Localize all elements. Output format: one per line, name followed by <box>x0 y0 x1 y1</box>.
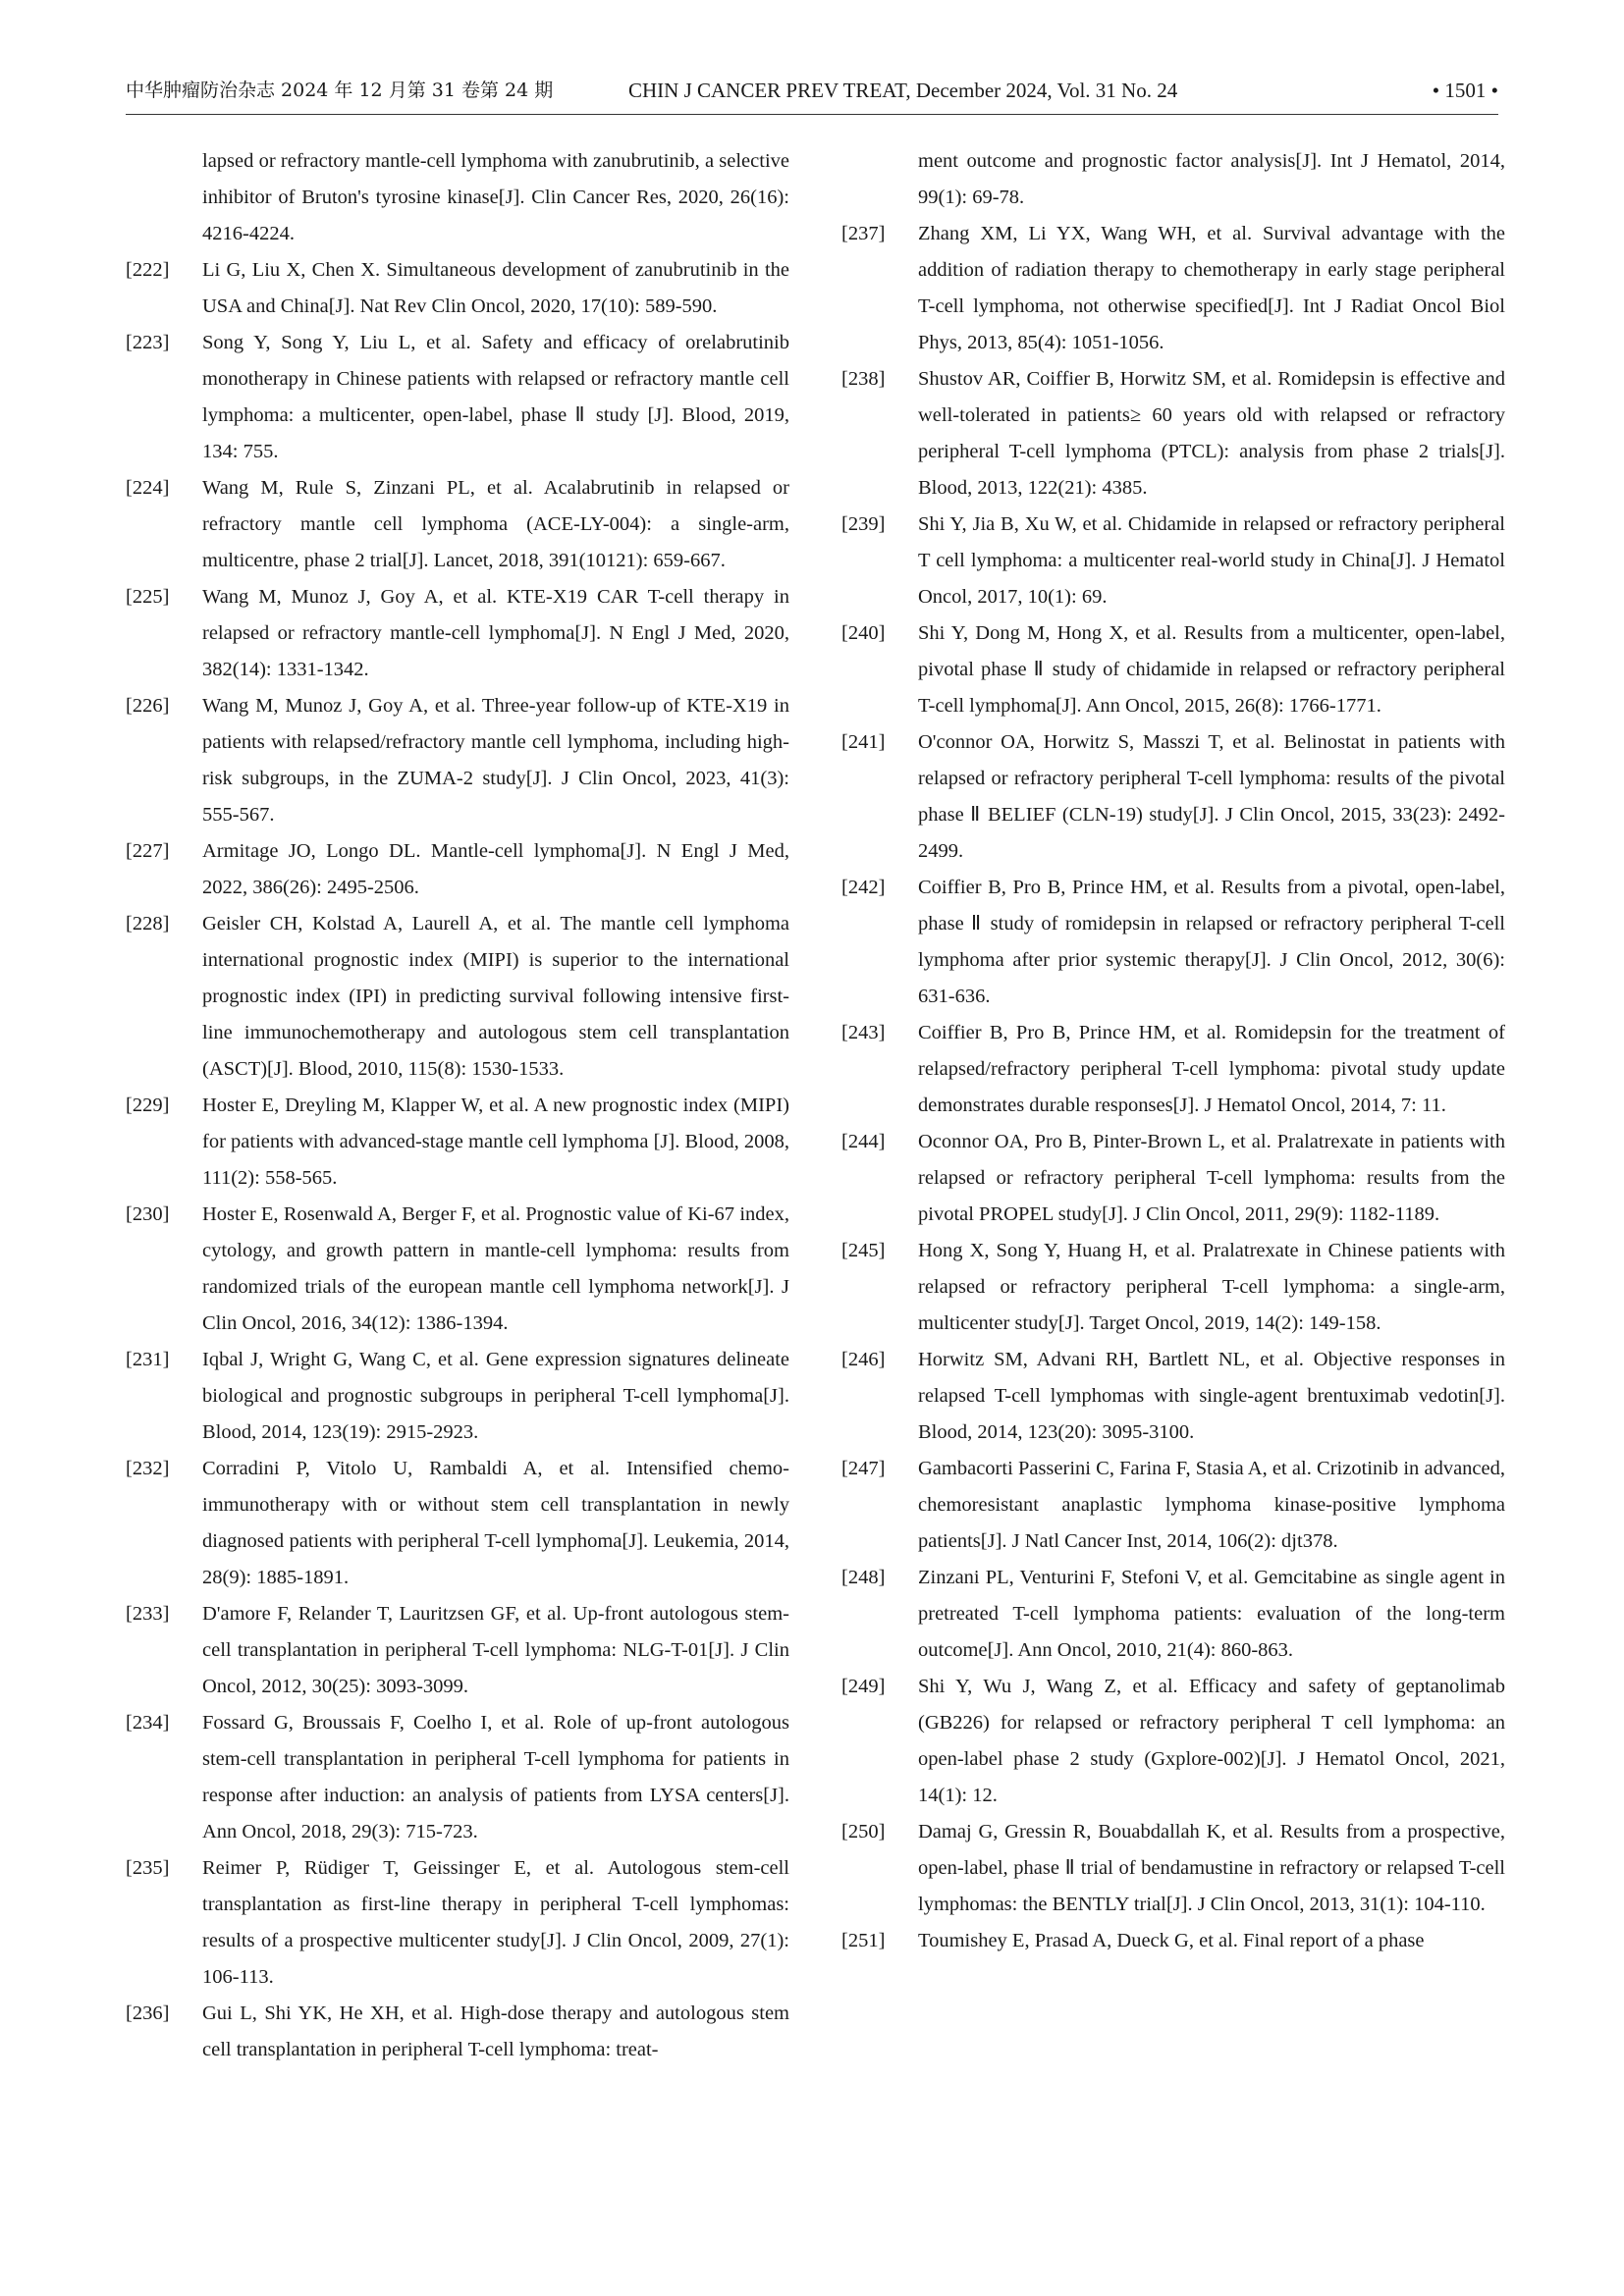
right-column <box>841 143 1505 1959</box>
left-column <box>126 143 789 2068</box>
reference-item <box>841 1560 1505 1669</box>
reference-item <box>126 470 789 579</box>
reference-item <box>841 1451 1505 1560</box>
reference-item <box>841 1342 1505 1451</box>
reference-item <box>126 833 789 906</box>
reference-item <box>126 252 789 325</box>
reference-item <box>126 1451 789 1596</box>
reference-number: [251] <box>841 1930 886 1951</box>
reference-text: Shi Y, Dong M, Hong X, et al. Results from a multicenter, open-label, pivotal phase Ⅱ study of chidamide in relapsed or refractory peripheral T-cell lymphoma[J]. Ann Oncol, 2015, 26(8): 1766-1771. <box>918 622 1505 717</box>
journal-title-cn: 中华肿瘤防治杂志 2024 年 12 月第 31 卷第 24 期 <box>126 80 554 101</box>
reference-continuation: lapsed or refractory mantle-cell lymphoma with zanubrutinib, a selective inhibitor of Bruton's tyrosine kinase[J]. Clin Cancer Res, 2020, 26(16): 4216-4224. <box>202 150 789 244</box>
reference-number: [248] <box>841 1567 886 1588</box>
reference-number: [226] <box>126 695 170 717</box>
reference-number: [244] <box>841 1131 886 1152</box>
reference-item <box>841 361 1505 507</box>
reference-number: [222] <box>126 259 170 281</box>
reference-text: Iqbal J, Wright G, Wang C, et al. Gene expression signatures delineate biological and prognostic subgroups in peripheral T-cell lymphoma[J]. Blood, 2014, 123(19): 2915-2923. <box>202 1349 789 1443</box>
reference-number: [237] <box>841 223 886 244</box>
reference-text: Zinzani PL, Venturini F, Stefoni V, et al. Gemcitabine as single agent in pretreated T-cell lymphoma patients: evaluation of the long-term outcome[J]. Ann Oncol, 2010, 21(4): 860-863. <box>918 1567 1505 1661</box>
reference-number: [241] <box>841 731 886 753</box>
reference-number: [223] <box>126 332 170 353</box>
reference-number: [242] <box>841 877 886 898</box>
reference-number: [225] <box>126 586 170 608</box>
reference-item <box>126 579 789 688</box>
reference-text: Li G, Liu X, Chen X. Simultaneous development of zanubrutinib in the USA and China[J]. Nat Rev Clin Oncol, 2020, 17(10): 589-590. <box>202 259 789 317</box>
reference-text: Corradini P, Vitolo U, Rambaldi A, et al. Intensified chemo-immunotherapy with or without stem cell transplantation in newly diagnosed patients with peripheral T-cell lymphoma[J]. Leukemia, 2014, 28(9): 1885-1891. <box>202 1458 789 1588</box>
reference-text: Fossard G, Broussais F, Coelho I, et al. Role of up-front autologous stem-cell transplantation in peripheral T-cell lymphoma for patients in response after induction: an analysis of patients from LYSA centers[J]. Ann Oncol, 2018, 29(3): 715-723. <box>202 1712 789 1842</box>
reference-list <box>841 216 1505 1959</box>
reference-text: Hoster E, Dreyling M, Klapper W, et al. A new prognostic index (MIPI) for patients with advanced-stage mantle cell lymphoma [J]. Blood, 2008, 111(2): 558-565. <box>202 1095 789 1189</box>
reference-item <box>126 1996 789 2068</box>
reference-text: Hong X, Song Y, Huang H, et al. Pralatrexate in Chinese patients with relapsed or refractory peripheral T-cell lymphoma: a single-arm, multicenter study[J]. Target Oncol, 2019, 14(2): 149-158. <box>918 1240 1505 1334</box>
reference-item <box>126 1850 789 1996</box>
reference-text: Coiffier B, Pro B, Prince HM, et al. Results from a pivotal, open-label, phase Ⅱ study of romidepsin in relapsed or refractory peripheral T-cell lymphoma after prior systemic therapy[J]. J Clin Oncol, 2012, 30(6): 631-636. <box>918 877 1505 1007</box>
reference-text: Shi Y, Jia B, Xu W, et al. Chidamide in relapsed or refractory peripheral T cell lymphoma: a multicenter real-world study in China[J]. J Hematol Oncol, 2017, 10(1): 69. <box>918 513 1505 608</box>
page-number: • 1501 • <box>1432 79 1498 102</box>
reference-number: [227] <box>126 840 170 862</box>
reference-text: Shustov AR, Coiffier B, Horwitz SM, et al. Romidepsin is effective and well-tolerated in patients≥ 60 years old with relapsed or refractory peripheral T-cell lymphoma (PTCL): analysis from phase 2 trials[J]. Blood, 2013, 122(21): 4385. <box>918 368 1505 499</box>
reference-number: [246] <box>841 1349 886 1370</box>
reference-number: [240] <box>841 622 886 644</box>
reference-number: [235] <box>126 1857 170 1879</box>
reference-number: [229] <box>126 1095 170 1116</box>
reference-number: [224] <box>126 477 170 499</box>
reference-item <box>841 1923 1505 1959</box>
reference-number: [230] <box>126 1203 170 1225</box>
reference-text: Hoster E, Rosenwald A, Berger F, et al. Prognostic value of Ki-67 index, cytology, and growth pattern in mantle-cell lymphoma: results from randomized trials of the european mantle cell lymphoma network[J]. J Clin Oncol, 2016, 34(12): 1386-1394. <box>202 1203 789 1334</box>
reference-text: D'amore F, Relander T, Lauritzsen GF, et al. Up-front autologous stem-cell transplantation in peripheral T-cell lymphoma: NLG-T-01[J]. J Clin Oncol, 2012, 30(25): 3093-3099. <box>202 1603 789 1697</box>
reference-number: [236] <box>126 2002 170 2024</box>
reference-text: Zhang XM, Li YX, Wang WH, et al. Survival advantage with the addition of radiation therapy to chemotherapy in early stage peripheral T-cell lymphoma, not otherwise specified[J]. Int J Radiat Oncol Biol Phys, 2013, 85(4): 1051-1056. <box>918 223 1505 353</box>
reference-text: Damaj G, Gressin R, Bouabdallah K, et al. Results from a prospective, open-label, phase Ⅱ trial of bendamustine in refractory or relapsed T-cell lymphomas: the BENTLY trial[J]. J Clin Oncol, 2013, 31(1): 104-110. <box>918 1821 1505 1915</box>
reference-item <box>126 688 789 833</box>
reference-number: [233] <box>126 1603 170 1625</box>
reference-text: Coiffier B, Pro B, Prince HM, et al. Romidepsin for the treatment of relapsed/refractory peripheral T-cell lymphoma: pivotal study update demonstrates durable responses[J]. J Hematol Oncol, 2014, 7: 11. <box>918 1022 1505 1116</box>
reference-item <box>841 1233 1505 1342</box>
reference-number: [243] <box>841 1022 886 1043</box>
reference-text: Shi Y, Wu J, Wang Z, et al. Efficacy and safety of geptanolimab (GB226) for relapsed or refractory peripheral T cell lymphoma: an open-label phase 2 study (Gxplore-002)[J]. J Hematol Oncol, 2021, 14(1): 12. <box>918 1676 1505 1806</box>
reference-number: [234] <box>126 1712 170 1734</box>
reference-item <box>126 1088 789 1197</box>
reference-number: [239] <box>841 513 886 535</box>
reference-text: Reimer P, Rüdiger T, Geissinger E, et al. Autologous stem-cell transplantation as first-line therapy in peripheral T-cell lymphomas: results of a prospective multicenter study[J]. J Clin Oncol, 2009, 27(1): 106-113. <box>202 1857 789 1988</box>
reference-item <box>841 724 1505 870</box>
header-divider <box>126 114 1498 115</box>
reference-text: Wang M, Munoz J, Goy A, et al. KTE-X19 CAR T-cell therapy in relapsed or refractory mantle-cell lymphoma[J]. N Engl J Med, 2020, 382(14): 1331-1342. <box>202 586 789 680</box>
reference-item <box>841 1124 1505 1233</box>
journal-title-en: CHIN J CANCER PREV TREAT, December 2024, Vol. 31 No. 24 <box>628 79 1178 102</box>
reference-number: [231] <box>126 1349 170 1370</box>
reference-text: O'connor OA, Horwitz S, Masszi T, et al. Belinostat in patients with relapsed or refractory peripheral T-cell lymphoma: results of the pivotal phase Ⅱ BELIEF (CLN-19) study[J]. J Clin Oncol, 2015, 33(23): 2492-2499. <box>918 731 1505 862</box>
reference-item <box>126 1596 789 1705</box>
reference-item <box>841 1814 1505 1923</box>
reference-item <box>841 615 1505 724</box>
reference-number: [249] <box>841 1676 886 1697</box>
reference-text: Horwitz SM, Advani RH, Bartlett NL, et al. Objective responses in relapsed T-cell lymphomas with single-agent brentuximab vedotin[J]. Blood, 2014, 123(20): 3095-3100. <box>918 1349 1505 1443</box>
reference-continuation: ment outcome and prognostic factor analysis[J]. Int J Hematol, 2014, 99(1): 69-78. <box>918 150 1505 208</box>
reference-number: [247] <box>841 1458 886 1479</box>
running-header <box>126 71 1498 110</box>
reference-number: [228] <box>126 913 170 934</box>
reference-number: [238] <box>841 368 886 390</box>
reference-item <box>126 1342 789 1451</box>
reference-text: Geisler CH, Kolstad A, Laurell A, et al. The mantle cell lymphoma international prognostic index (MIPI) is superior to the international prognostic index (IPI) in predicting survival following intensive first-line immunochemotherapy and autologous stem cell transplantation (ASCT)[J]. Blood, 2010, 115(8): 1530-1533. <box>202 913 789 1080</box>
reference-text: Gui L, Shi YK, He XH, et al. High-dose therapy and autologous stem cell transplantation in peripheral T-cell lymphoma: treat- <box>202 2002 789 2060</box>
reference-item <box>841 507 1505 615</box>
reference-text: Oconnor OA, Pro B, Pinter-Brown L, et al. Pralatrexate in patients with relapsed or refractory peripheral T-cell lymphoma: results from the pivotal PROPEL study[J]. J Clin Oncol, 2011, 29(9): 1182-1189. <box>918 1131 1505 1225</box>
reference-item <box>841 1015 1505 1124</box>
reference-text: Song Y, Song Y, Liu L, et al. Safety and efficacy of orelabrutinib monotherapy in Chinese patients with relapsed or refractory mantle cell lymphoma: a multicenter, open-label, phase Ⅱ study [J]. Blood, 2019, 134: 755. <box>202 332 789 462</box>
reference-item <box>126 325 789 470</box>
reference-item <box>126 1197 789 1342</box>
reference-text: Wang M, Rule S, Zinzani PL, et al. Acalabrutinib in relapsed or refractory mantle cell lymphoma (ACE-LY-004): a single-arm, multicentre, phase 2 trial[J]. Lancet, 2018, 391(10121): 659-667. <box>202 477 789 571</box>
reference-list <box>126 252 789 2068</box>
reference-text: Gambacorti Passerini C, Farina F, Stasia A, et al. Crizotinib in advanced, chemoresistant anaplastic lymphoma kinase-positive lymphoma patients[J]. J Natl Cancer Inst, 2014, 106(2): djt378. <box>918 1458 1505 1552</box>
reference-number: [245] <box>841 1240 886 1261</box>
reference-item <box>841 1669 1505 1814</box>
reference-text: Armitage JO, Longo DL. Mantle-cell lymphoma[J]. N Engl J Med, 2022, 386(26): 2495-2506. <box>202 840 789 898</box>
reference-item <box>841 216 1505 361</box>
reference-number: [250] <box>841 1821 886 1842</box>
reference-item <box>841 870 1505 1015</box>
reference-text: Wang M, Munoz J, Goy A, et al. Three-year follow-up of KTE-X19 in patients with relapsed/refractory mantle cell lymphoma, including high-risk subgroups, in the ZUMA-2 study[J]. J Clin Oncol, 2023, 41(3): 555-567. <box>202 695 789 826</box>
reference-text: Toumishey E, Prasad A, Dueck G, et al. Final report of a phase <box>918 1930 1425 1951</box>
reference-item <box>126 906 789 1088</box>
reference-item <box>126 1705 789 1850</box>
reference-number: [232] <box>126 1458 170 1479</box>
